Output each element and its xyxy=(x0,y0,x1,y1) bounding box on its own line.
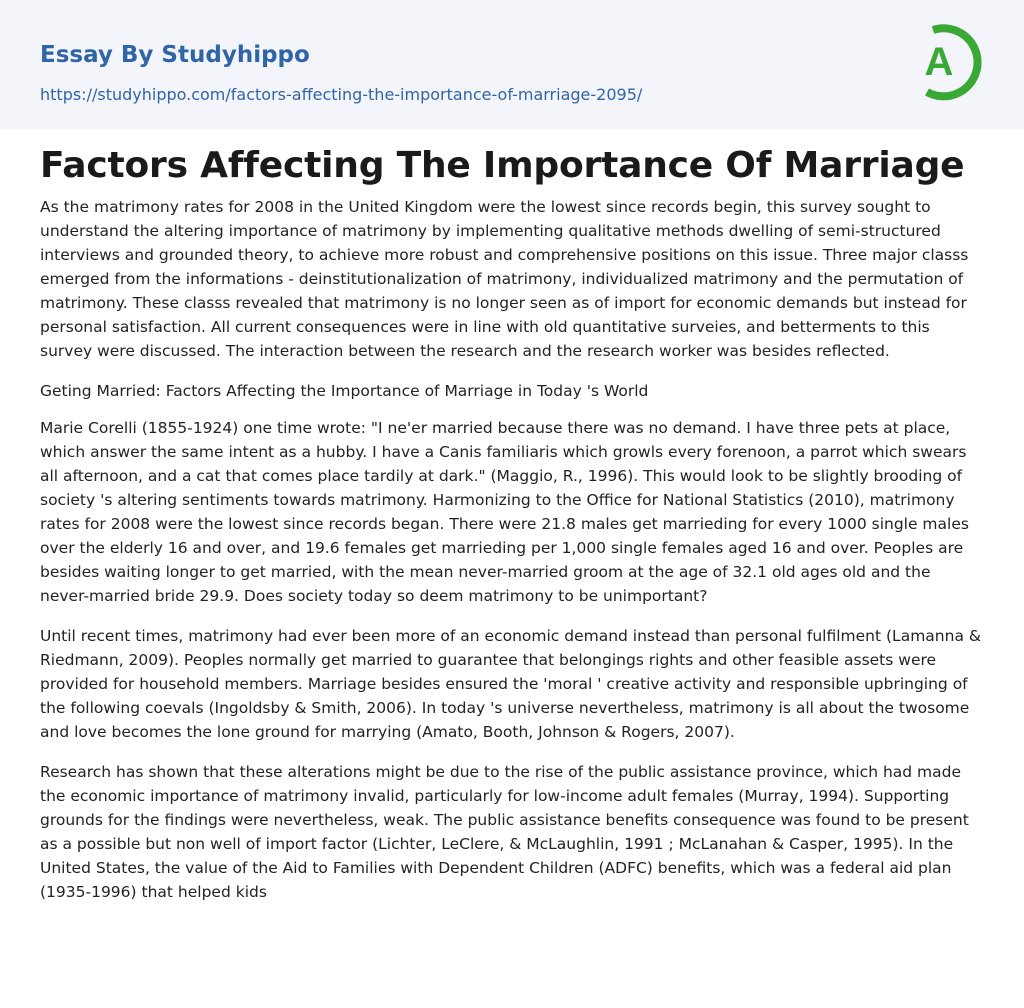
body-paragraph: Marie Corelli (1855-1924) one time wrote: "I ne'er married because there was no demand. I have three pets at place, which answer the same intent as a hubby. I have a Canis familiaris which growls every forenoon, a parrot which swears all afternoon, and a cat that comes place tardily at dark." (Maggio, R., 1996). This would look to be slightly brooding of society 's altering sentiments towards matrimony. Harmonizing to the Office for National Statistics (2010), matrimony rates for 2008 were the lowest since records began. There were 21.8 males get marrieding for every 1000 single males over the elderly 16 and over, and 19.6 females get marrieding per 1,000 single females aged 16 and over. Peoples are besides waiting longer to get married, with the mean never-married groom at the age of 32.1 old ages old and the never-married bride 29.9. Does society today so deem matrimony to be unimportant? xyxy=(40,419,969,605)
studyhippo-logo-icon[interactable] xyxy=(912,19,986,105)
page-title: Factors Affecting The Importance Of Marriage xyxy=(40,145,965,186)
brand-title[interactable]: Essay By Studyhippo xyxy=(40,42,310,68)
body-paragraph: Until recent times, matrimony had ever been more of an economic demand instead than personal fulfilment (Lamanna & Riedmann, 2009). Peoples normally get married to guarantee that belongings rights and other feasible assets were provided for household members. Marriage besides ensured the 'moral ' creative activity and responsible upbringing of the following coevals (Ingoldsby & Smith, 2006). In today 's universe nevertheless, matrimony is all about the twosome and love becomes the lone ground for marrying (Amato, Booth, Johnson & Rogers, 2007). xyxy=(40,627,981,741)
article-body xyxy=(40,195,984,920)
logo-letter: A xyxy=(924,40,954,84)
site-header xyxy=(0,0,1024,129)
article-subheading: Geting Married: Factors Affecting the Importance of Marriage in Today 's World xyxy=(40,382,649,400)
article-url-link[interactable]: https://studyhippo.com/factors-affecting-the-importance-of-marriage-2095/ xyxy=(40,85,643,104)
body-paragraph: Research has shown that these alterations might be due to the rise of the public assistance province, which had made the economic importance of matrimony invalid, particularly for low-income adult females (Murray, 1994). Supporting grounds for the findings were nevertheless, weak. The public assistance benefits consequence was found to be present as a possible but non well of import factor (Lichter, LeClere, & McLaughlin, 1991 ; McLanahan & Casper, 1995). In the United States, the value of the Aid to Families with Dependent Children (ADFC) benefits, which was a federal aid plan (1935-1996) that helped kids xyxy=(40,763,969,901)
abstract-paragraph: As the matrimony rates for 2008 in the United Kingdom were the lowest since records begin, this survey sought to understand the altering importance of matrimony by implementing qualitative methods dwelling of semi-structured interviews and grounded theory, to achieve more robust and comprehensive positions on this issue. Three major classs emerged from the informations - deinstitutionalization of matrimony, individualized matrimony and the permutation of matrimony. These classs revealed that matrimony is no longer seen as of import for economic demands but instead for personal satisfaction. All current consequences were in line with old quantitative surveies, and betterments to this survey were discussed. The interaction between the research and the research worker was besides reflected. xyxy=(40,198,969,360)
